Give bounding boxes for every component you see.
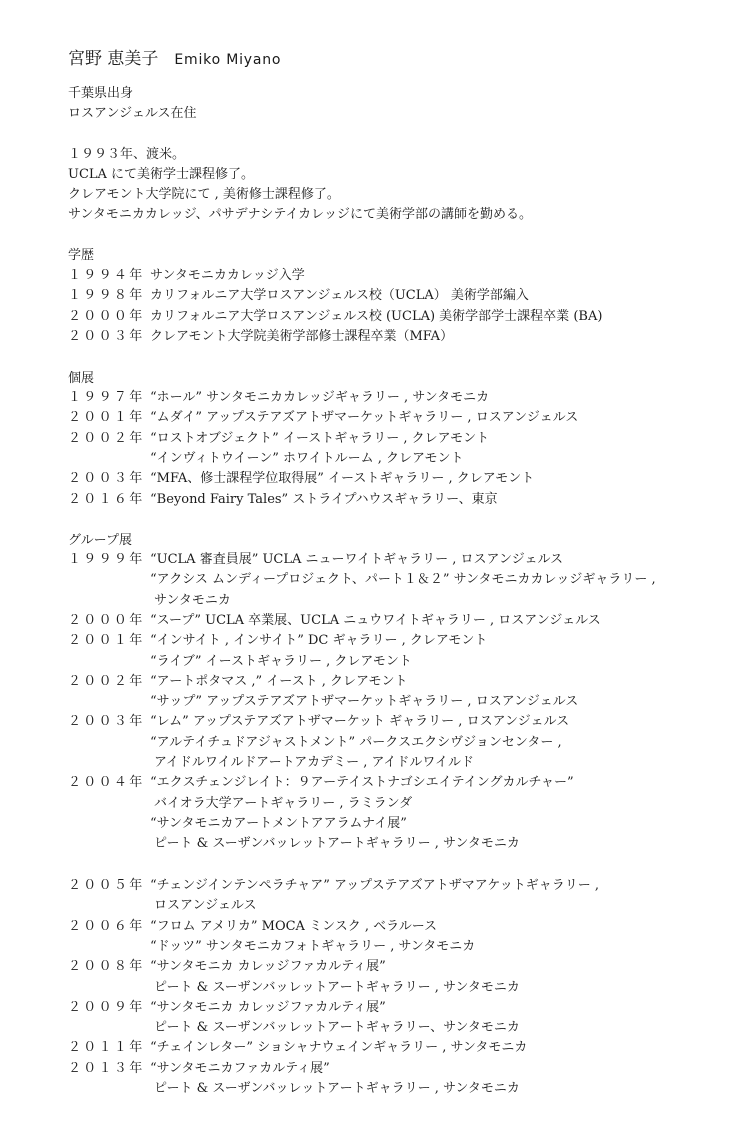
- bio-line: １９９３年、渡米。: [68, 147, 186, 162]
- entry-text: サンタモニカ: [154, 592, 231, 608]
- entry-text: ピート & スーザンバッレットアートギャラリー , サンタモニカ: [154, 979, 520, 995]
- entry-year: ２００３年: [68, 471, 145, 487]
- entry-text: “UCLA 審査員展” UCLA ニューワイトギャラリー , ロスアンジェルス: [150, 552, 564, 567]
- entry-text: “スープ” UCLA 卒業展、UCLA ニュウワイトギャラリー , ロスアンジェルス: [150, 612, 601, 628]
- entry-year: ２０１６年: [68, 491, 145, 507]
- entry-text: “サンタモニカアートメントアアラムナイ展”: [150, 815, 407, 831]
- entry-text: “アートポタマス ,” イースト , クレアモント: [150, 673, 408, 689]
- entry-text: ピート & スーザンバッレットアートギャラリー , サンタモニカ: [154, 836, 520, 852]
- name-english: Emiko Miyano: [174, 52, 282, 68]
- entry-text: ロスアンジェルス: [154, 898, 257, 914]
- entry-text: ピート & スーザンバッレットアートギャラリー , サンタモニカ: [154, 1081, 520, 1096]
- entry-text: サンタモニカカレッジ入学: [150, 268, 305, 283]
- entry-text: “ライブ” イーストギャラリー , クレアモント: [150, 653, 412, 669]
- entry-year: ２００４年: [68, 775, 145, 791]
- entry-text: “サンタモニカ カレッジファカルティ展”: [150, 999, 386, 1015]
- entry-text: “サンタモニカファカルティ展”: [150, 1060, 330, 1076]
- entry-year: ２０１３年: [68, 1060, 145, 1076]
- name-japanese: 宮野 恵美子: [68, 49, 159, 69]
- entry-text: “MFA、修士課程学位取得展” イーストギャラリー , クレアモント: [150, 471, 535, 487]
- entry-year: ２００１年: [68, 410, 145, 426]
- entry-year: ２００６年: [68, 918, 145, 934]
- entry-text: “エクスチェンジレイト：９アーテイストナゴシエイテイングカルチャー”: [150, 775, 574, 791]
- entry-text: アイドルワイルドアートアカデミー , アイドルワイルド: [154, 755, 474, 770]
- entry-text: バイオラ大学アートギャラリー , ラミランダ: [154, 795, 413, 811]
- entry-text: ピート & スーザンバッレットアートギャラリー、サンタモニカ: [154, 1020, 520, 1036]
- entry-text: “アルテイチュドアジャストメント” パークスエクシヴジョンセンター ,: [150, 734, 562, 750]
- entry-text: “レム” アップステアズアトザマーケット ギャラリー , ロスアンジェルス: [150, 714, 570, 730]
- residence-line: ロスアンジェルス在住: [68, 106, 197, 121]
- entry-text: “フロム アメリカ” MOCA ミンスク , ベラルース: [150, 918, 438, 934]
- entry-text: “インヴィトウイーン” ホワイトルーム , クレアモント: [150, 450, 464, 466]
- entry-year: ２００２年: [68, 673, 145, 689]
- bio-line: UCLA にて美術学士課程修了。: [68, 167, 255, 182]
- entry-text: “ムダイ” アップステアズアトザマーケットギャラリー , ロスアンジェルス: [150, 410, 579, 426]
- entry-year: １９９８年: [68, 288, 145, 304]
- entry-year: １９９７年: [68, 390, 145, 405]
- entry-year: ２０００年: [68, 308, 145, 324]
- entry-year: ２００５年: [68, 878, 145, 893]
- entry-text: “ホール” サンタモニカカレッジギャラリー , サンタモニカ: [150, 390, 490, 405]
- entry-year: ２００１年: [68, 633, 145, 649]
- entry-text: カリフォルニア大学ロスアンジェルス校 (UCLA) 美術学部学士課程卒業 (BA): [150, 308, 603, 324]
- entry-text: “チェインレター” ショシャナウェインギャラリー , サンタモニカ: [150, 1040, 528, 1056]
- entry-year: ２００９年: [68, 999, 145, 1015]
- entry-year: ２０１１年: [68, 1040, 145, 1056]
- solo-exhibitions-heading: 個展: [68, 371, 95, 386]
- entry-year: ２００８年: [68, 959, 145, 975]
- bio-line: サンタモニカカレッジ、パサデナシテイカレッジにて美術学部の講師を勤める。: [68, 207, 532, 222]
- entry-text: “サンタモニカ カレッジファカルティ展”: [150, 959, 386, 975]
- origin-line: 千葉県出身: [68, 86, 134, 101]
- entry-text: カリフォルニア大学ロスアンジェルス校（UCLA） 美術学部編入: [150, 288, 529, 304]
- artist-name: [68, 44, 281, 69]
- entry-text: “ロストオブジェクト” イーストギャラリー , クレアモント: [150, 430, 490, 446]
- entry-text: “Beyond Fairy Tales” ストライプハウスギャラリー、東京: [150, 491, 498, 507]
- bio-line: クレアモント大学院にて , 美術修士課程修了。: [68, 187, 340, 202]
- entry-year: ２００３年: [68, 714, 145, 730]
- entry-text: クレアモント大学院美術学部修士課程卒業（MFA）: [150, 328, 454, 344]
- education-heading: 学歴: [68, 248, 95, 263]
- entry-year: ２０００年: [68, 612, 145, 628]
- entry-text: “チェンジインテンペラチャア” アップステアズアトザマアケットギャラリー ,: [150, 878, 600, 893]
- entry-year: １９９９年: [68, 552, 145, 567]
- entry-text: “ドッツ” サンタモニカフォトギャラリー , サンタモニカ: [150, 938, 476, 954]
- entry-year: １９９４年: [68, 268, 145, 283]
- entry-year: ２００３年: [68, 328, 145, 344]
- entry-text: “インサイト , インサイト” DC ギャラリー , クレアモント: [150, 633, 488, 649]
- entry-year: ２００２年: [68, 430, 145, 446]
- entry-text: “アクシス ムンディープロジェクト、パート１＆２” サンタモニカカレッジギャラリー ,: [150, 572, 656, 588]
- entry-text: “サップ” アップステアズアトザマーケットギャラリー , ロスアンジェルス: [150, 694, 579, 710]
- group-exhibitions-heading: グループ展: [68, 533, 132, 548]
